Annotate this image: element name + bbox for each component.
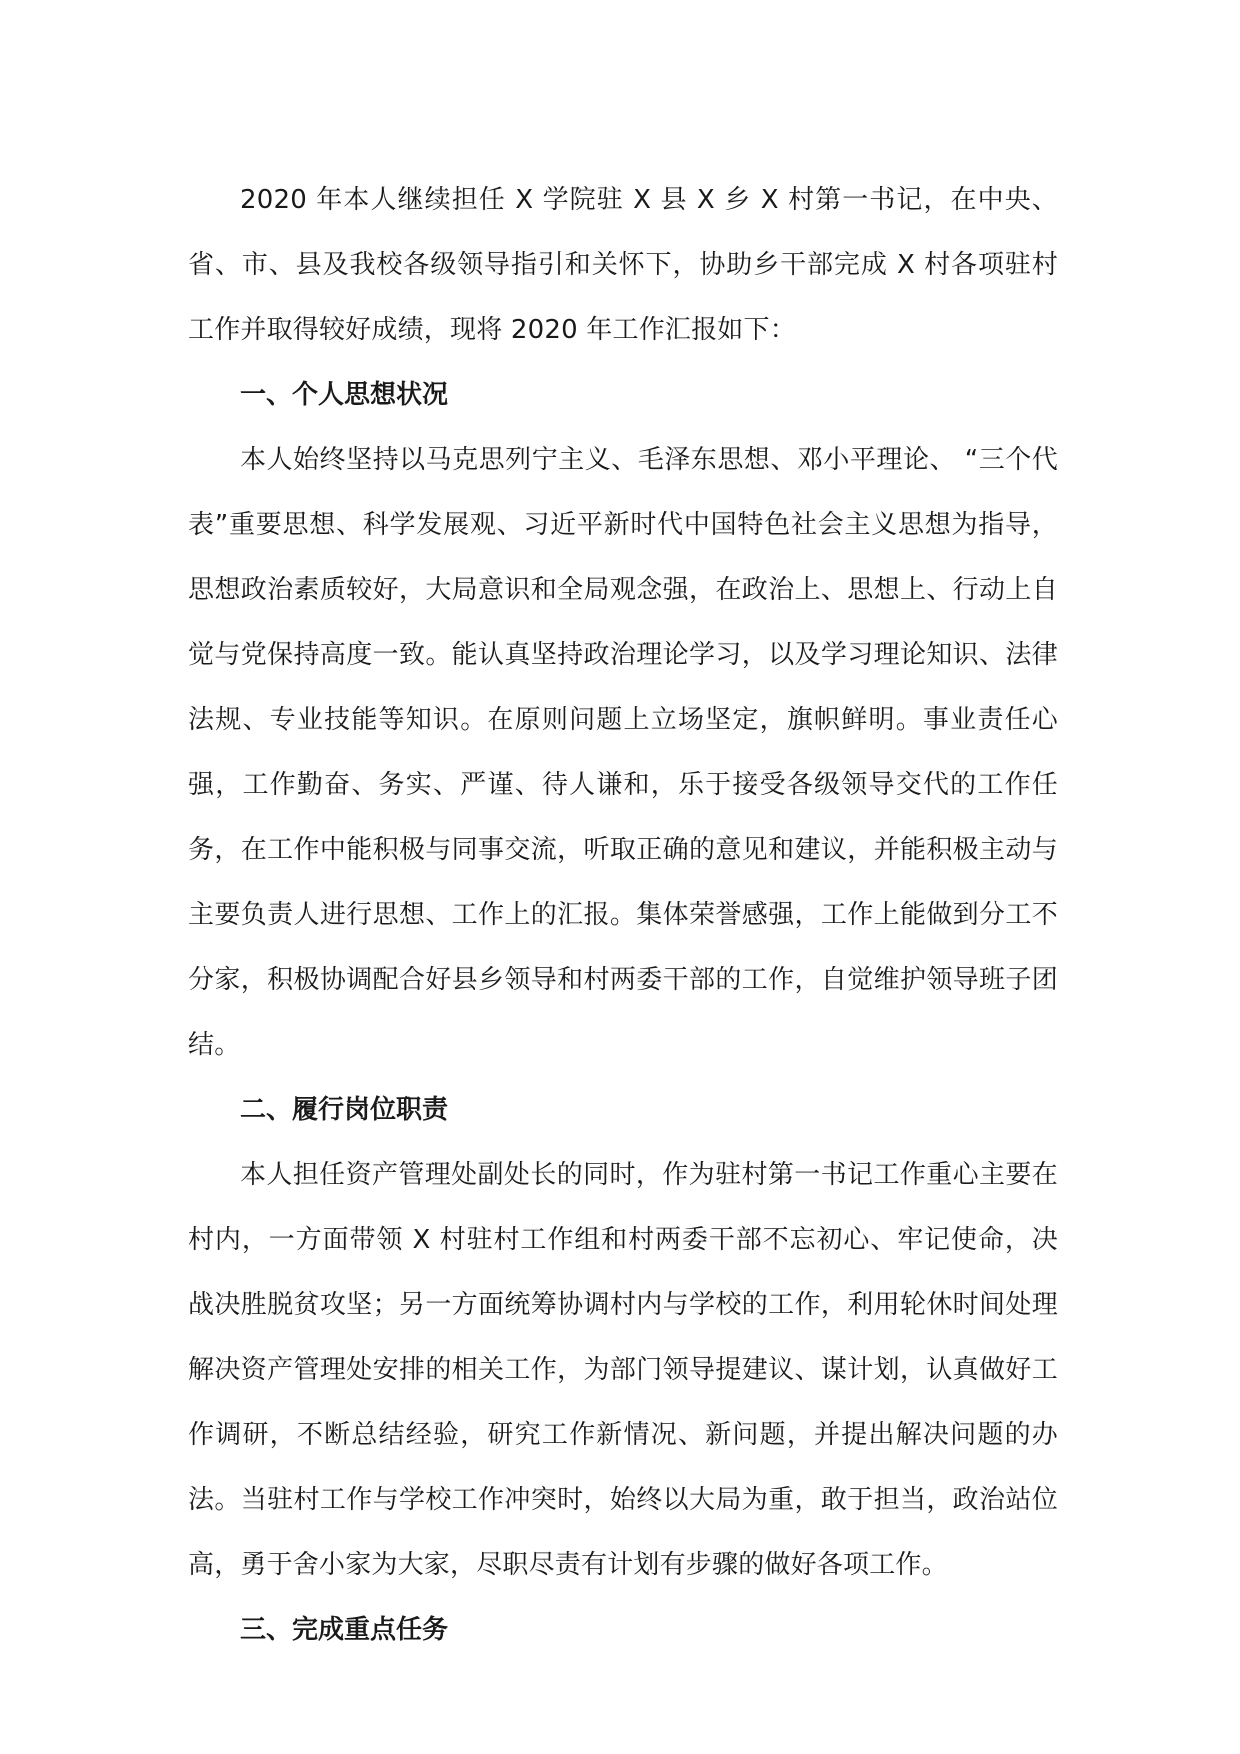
intro-paragraph: 2020 年本人继续担任 X 学院驻 X 县 X 乡 X 村第一书记，在中央、省、市、县及我校各级领导指引和关怀下，协助乡干部完成 X 村各项驻村工作并取得较好成绩，现将 2020 年工作汇报如下： <box>188 185 1058 345</box>
section-heading-personal-thought: 一、个人思想状况 <box>240 380 449 410</box>
section-heading-key-tasks: 三、完成重点任务 <box>240 1615 449 1645</box>
section-body-personal-thought: 本人始终坚持以马克思列宁主义、毛泽东思想、邓小平理论、 “三个代表”重要思想、科学发展观、习近平新时代中国特色社会主义思想为指导，思想政治素质较好，大局意识和全局观念强，在政治上、思想上、行动上自觉与党保持高度一致。能认真坚持政治理论学习，以及学习理论知识、法律法规、专业技能等知识。在原则问题上立场坚定，旗帜鲜明。事业责任心强，工作勤奋、务实、严谨、待人谦和，乐于接受各级领导交代的工作任务，在工作中能积极与同事交流，听取正确的意见和建议，并能积极主动与主要负责人进行思想、工作上的汇报。集体荣誉感强，工作上能做到分工不分家，积极协调配合好县乡领导和村两委干部的工作，自觉维护领导班子团结。 <box>188 445 1058 1060</box>
section-heading-job-duties: 二、履行岗位职责 <box>240 1095 449 1125</box>
document-body <box>188 168 1058 1663</box>
section-body-job-duties: 本人担任资产管理处副处长的同时，作为驻村第一书记工作重心主要在村内，一方面带领 X 村驻村工作组和村两委干部不忘初心、牢记使命，决战决胜脱贫攻坚；另一方面统筹协调村内与学校的工作，利用轮休时间处理解决资产管理处安排的相关工作，为部门领导提建议、谋计划，认真做好工作调研，不断总结经验，研究工作新情况、新问题，并提出解决问题的办法。当驻村工作与学校工作冲突时，始终以大局为重，敢于担当，政治站位高，勇于舍小家为大家，尽职尽责有计划有步骤的做好各项工作。 <box>188 1160 1058 1580</box>
